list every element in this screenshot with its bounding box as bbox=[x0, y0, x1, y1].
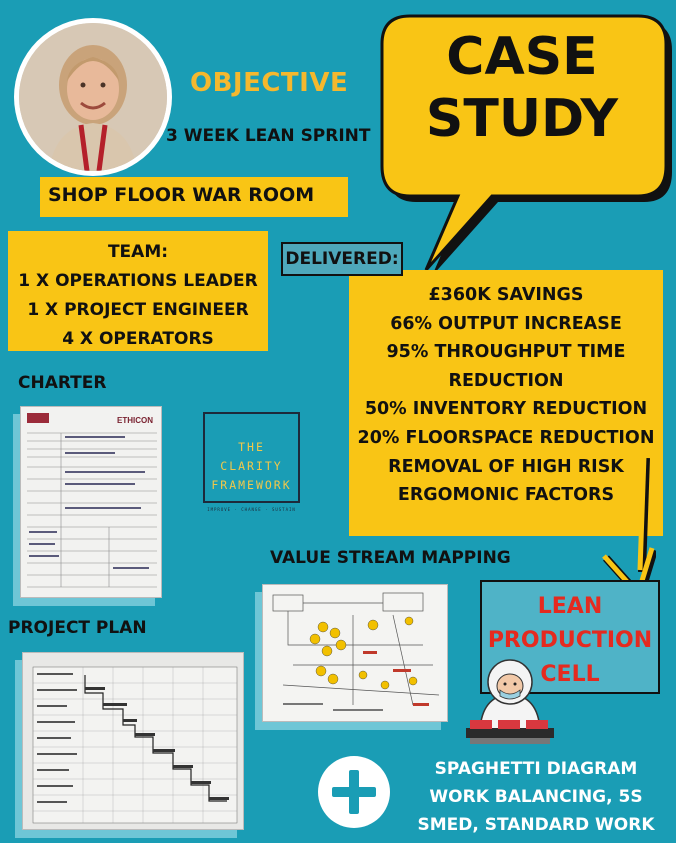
logo-line2: FRAMEWORK bbox=[211, 478, 292, 492]
result-item: 20% FLOORSPACE REDUCTION bbox=[357, 427, 655, 448]
lean-cell-line1: LEAN bbox=[537, 594, 603, 619]
logo-line1: THE CLARITY bbox=[220, 440, 283, 473]
sprint-subtitle: 3 WEEK LEAN SPRINT bbox=[166, 126, 371, 146]
clarity-framework-logo bbox=[203, 412, 300, 512]
person-portrait-icon bbox=[19, 23, 167, 171]
tool-item: SPAGHETTI DIAGRAM bbox=[434, 759, 638, 779]
charter-brand: ETHICON bbox=[117, 416, 153, 425]
tool-item: WORK BALANCING, 5S bbox=[429, 787, 643, 807]
result-item: ERGOMONIC FACTORS bbox=[397, 485, 615, 506]
tool-item: SMED, STANDARD WORK bbox=[417, 815, 655, 835]
gantt-chart-icon bbox=[23, 653, 244, 830]
value-stream-map-image bbox=[262, 584, 448, 722]
team-box bbox=[8, 231, 268, 351]
lean-cell-line2: PRODUCTION bbox=[487, 628, 653, 653]
result-item: £360K SAVINGS bbox=[428, 285, 584, 305]
result-item: 95% THROUGHPUT TIME bbox=[386, 342, 626, 363]
result-item: 66% OUTPUT INCREASE bbox=[390, 313, 622, 334]
result-item: REDUCTION bbox=[448, 370, 564, 391]
lean-cell-line3: CELL bbox=[540, 662, 600, 687]
charter-form-icon bbox=[21, 407, 162, 598]
case-study-line1: CASE bbox=[446, 27, 598, 87]
tools-list bbox=[394, 755, 676, 839]
team-member: 4 X OPERATORS bbox=[62, 329, 214, 349]
value-stream-label: VALUE STREAM MAPPING bbox=[270, 548, 511, 568]
charter-document-image bbox=[20, 406, 162, 598]
avatar bbox=[19, 23, 167, 171]
objective-heading: OBJECTIVE bbox=[190, 68, 349, 98]
cleanroom-worker-icon bbox=[462, 656, 558, 748]
vsm-diagram-icon bbox=[263, 585, 448, 722]
case-study-title bbox=[410, 26, 634, 150]
result-item: 50% INVENTORY REDUCTION bbox=[364, 399, 648, 420]
war-room-banner: SHOP FLOOR WAR ROOM bbox=[40, 177, 348, 217]
project-plan-label: PROJECT PLAN bbox=[8, 618, 147, 638]
case-study-line2: STUDY bbox=[425, 89, 619, 149]
project-plan-image bbox=[22, 652, 244, 830]
team-member: 1 X OPERATIONS LEADER bbox=[18, 271, 258, 291]
plus-circle-icon bbox=[318, 756, 390, 828]
team-title: TEAM: bbox=[107, 242, 169, 262]
result-item: REMOVAL OF HIGH RISK bbox=[388, 456, 624, 477]
charter-label: CHARTER bbox=[18, 373, 107, 393]
delivered-label: DELIVERED: bbox=[281, 242, 403, 276]
team-member: 1 X PROJECT ENGINEER bbox=[27, 300, 249, 320]
profile-photo bbox=[14, 18, 172, 176]
plus-circle bbox=[318, 756, 390, 828]
logo-tagline: IMPROVE · CHANGE · SUSTAIN bbox=[207, 507, 296, 512]
